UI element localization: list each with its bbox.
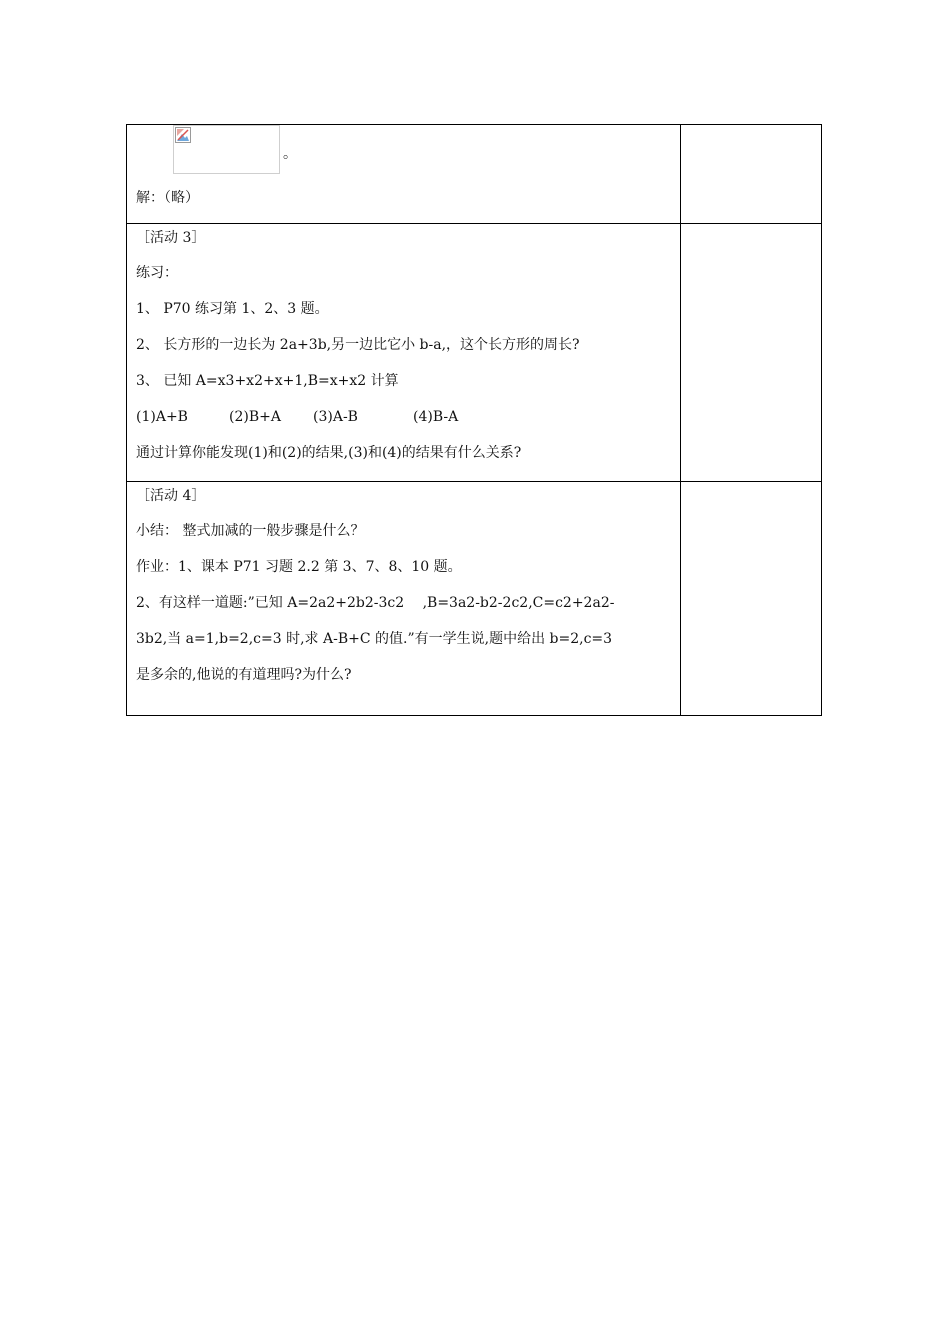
question-3: 3、 已知 A=x3+x2+x+1,B=x+x2 计算 [136, 373, 399, 389]
question-3-followup: 通过计算你能发现(1)和(2)的结果,(3)和(4)的结果有什么关系? [136, 445, 522, 461]
option-4: (4)B-A [413, 409, 459, 425]
broken-image-icon [173, 125, 280, 174]
notes-cell [681, 125, 822, 224]
content-cell [127, 125, 681, 224]
homework-text: 作业：1、课本 P71 习题 2.2 第 3、7、8、10 题。 [136, 559, 462, 575]
problem-2-line-2: 3b2,当 a=1,b=2,c=3 时,求 A-B+C 的值.”有一学生说,题中给出 b=2,c=3 [136, 631, 613, 647]
options-row [136, 408, 672, 426]
exercise-label: 练习： [136, 265, 178, 281]
activity-heading: ［活动 3］ [136, 230, 206, 246]
question-2: 2、 长方形的一边长为 2a+3b,另一边比它小 b-a,，这个长方形的周长? [136, 337, 580, 353]
problem-2-line-1: 2、有这样一道题:”已知 A=2a2+2b2-3c2 ,B=3a2-b2-2c2,C=c2+2a2- [136, 595, 615, 611]
notes-cell [681, 224, 822, 482]
problem-2-line-3: 是多余的,他说的有道理吗?为什么? [136, 667, 352, 683]
image-placeholder-icon [175, 127, 191, 143]
table-row [127, 125, 822, 224]
lesson-table [126, 124, 822, 716]
content-cell [127, 224, 681, 482]
image-row [136, 125, 672, 185]
solution-text: 解：（略） [136, 190, 199, 206]
option-1: (1)A+B [136, 409, 188, 425]
summary-text: 小结： 整式加减的一般步骤是什么？ [136, 523, 365, 539]
option-3: (3)A-B [313, 409, 358, 425]
question-1: 1、 P70 练习第 1、2、3 题。 [136, 301, 329, 317]
content-cell [127, 482, 681, 716]
period-mark: 。 [283, 146, 297, 162]
table-row [127, 224, 822, 482]
table-row [127, 482, 822, 716]
option-2: (2)B+A [229, 409, 281, 425]
activity-heading: ［活动 4］ [136, 488, 206, 504]
notes-cell [681, 482, 822, 716]
